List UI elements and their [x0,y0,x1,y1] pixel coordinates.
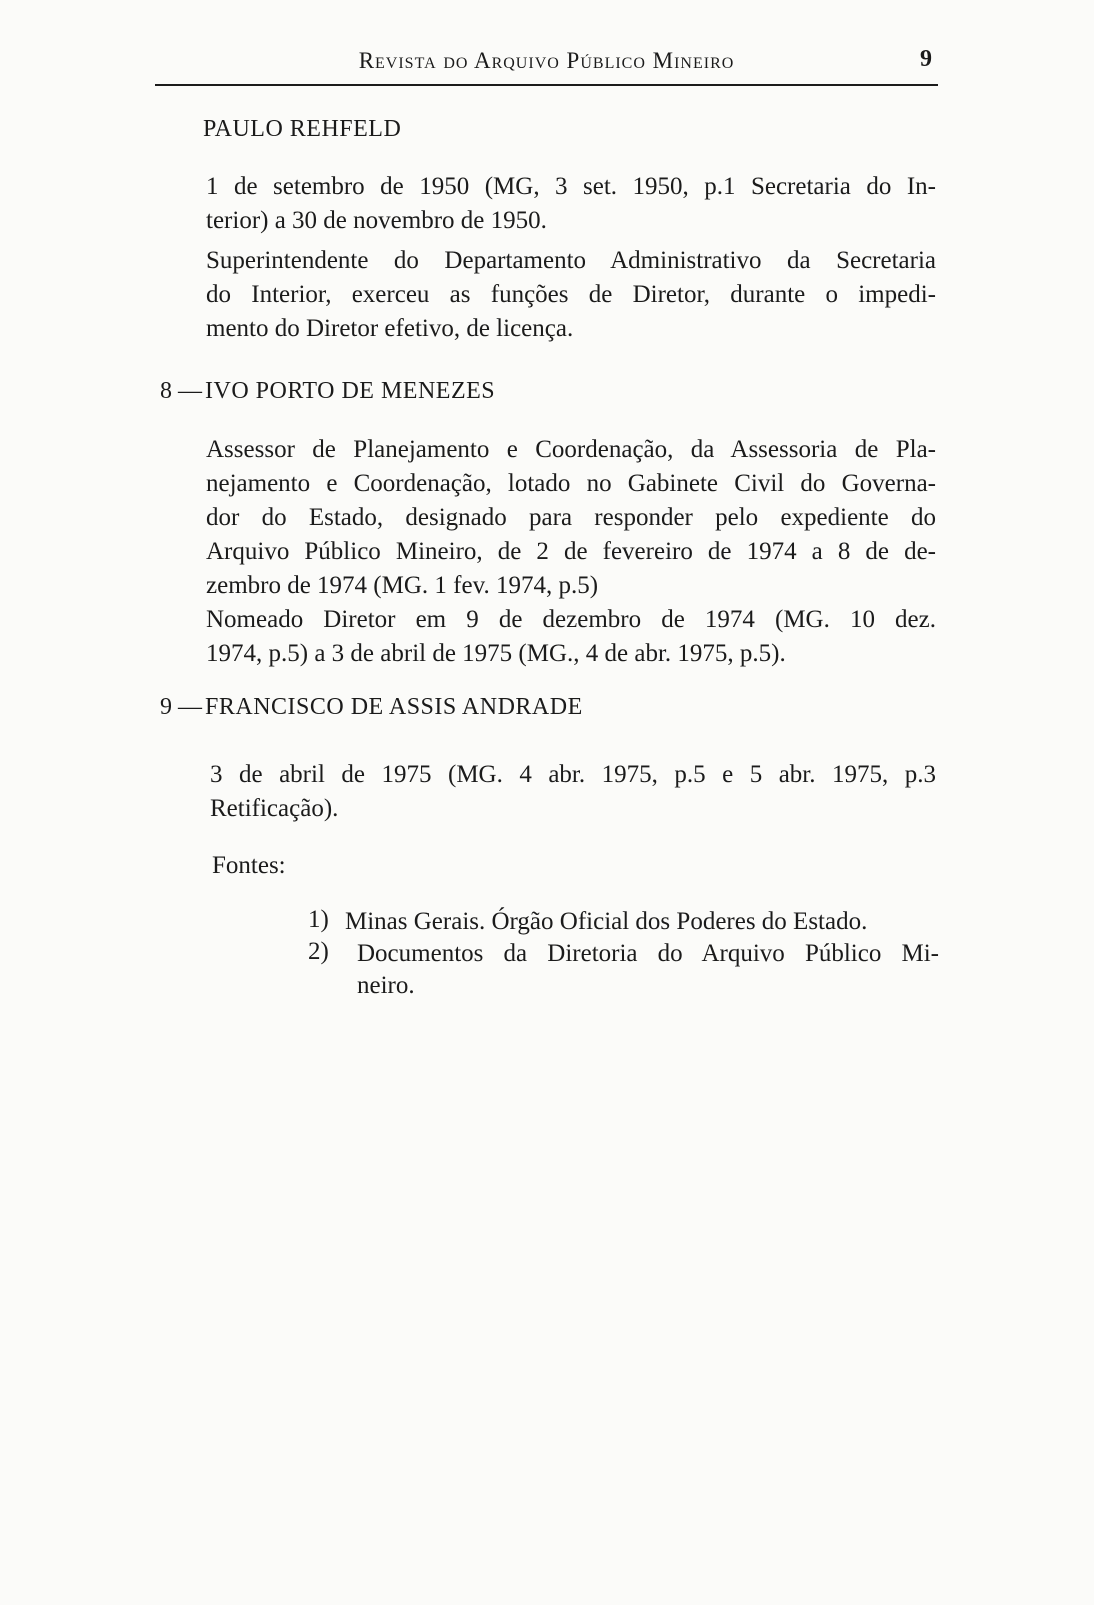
source-item [345,906,939,938]
entry-name-paulo-rehfeld: PAULO REHFELD [203,116,402,142]
text-line: dor do Estado, designado para responder pelo expediente do [206,504,936,531]
text-line: Arquivo Público Mineiro, de 2 de fevereiro de 1974 a 8 de de- [206,538,936,565]
page-header [155,44,938,84]
entry-number: 9 — [160,694,202,720]
text-line: Retificação). [210,795,339,822]
page-number: 9 [920,46,932,72]
text-line: 3 de abril de 1975 (MG. 4 abr. 1975, p.5 e 5 abr. 1975, p.3 [210,761,936,788]
entry-name-francisco-de-assis-andrade: FRANCISCO DE ASSIS ANDRADE [205,694,583,720]
sources-title: Fontes: [212,852,286,879]
header-rule [155,84,938,86]
source-item [357,938,939,1002]
entry-paragraph [206,244,936,346]
entry-number: 8 — [160,378,202,404]
text-line: Documentos da Diretoria do Arquivo Público Mi- [357,940,939,967]
text-line: Nomeado Diretor em 9 de dezembro de 1974 (MG. 10 dez. [206,606,936,633]
entry-paragraph [206,433,936,671]
source-number: 1) [308,906,329,933]
entry-paragraph [210,758,936,826]
text-line: terior) a 30 de novembro de 1950. [206,207,547,234]
text-line: nejamento e Coordenação, lotado no Gabinete Civil do Governa- [206,470,936,497]
running-title: Revista do Arquivo Público Mineiro [358,48,735,73]
text-line: neiro. [357,972,415,999]
text-line: mento do Diretor efetivo, de licença. [206,315,574,342]
text-line: Minas Gerais. Órgão Oficial dos Poderes do Estado. [345,908,868,935]
source-number: 2) [308,938,329,965]
text-line: zembro de 1974 (MG. 1 fev. 1974, p.5) [206,572,599,599]
entry-name-ivo-porto-de-menezes: IVO PORTO DE MENEZES [205,378,496,404]
text-line: do Interior, exerceu as funções de Diretor, durante o impedi- [206,281,936,308]
text-line: Assessor de Planejamento e Coordenação, da Assessoria de Pla- [206,436,936,463]
entry-paragraph [206,170,936,238]
text-line: 1974, p.5) a 3 de abril de 1975 (MG., 4 de abr. 1975, p.5). [206,640,786,667]
text-line: 1 de setembro de 1950 (MG, 3 set. 1950, p.1 Secretaria do In- [206,173,936,200]
text-line: Superintendente do Departamento Administrativo da Secretaria [206,247,936,274]
